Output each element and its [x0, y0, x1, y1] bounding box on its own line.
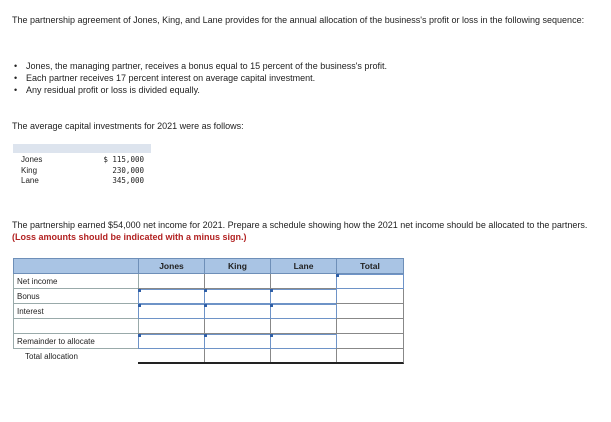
remainder-jones-input[interactable] — [138, 334, 205, 349]
capital-investment-table — [13, 144, 151, 203]
average-capital-intro: The average capital investments for 2021 were as follows: — [12, 121, 244, 131]
column-header-king: King — [204, 258, 271, 274]
column-header-jones: Jones — [138, 258, 205, 274]
net-income-king-cell — [204, 274, 271, 289]
bonus-total-cell — [336, 289, 404, 304]
row-label-subtotal — [13, 319, 139, 334]
row-label-total-allocation: Total allocation — [25, 352, 78, 361]
net-income-total-input[interactable] — [336, 274, 404, 289]
total-allocation-king-cell — [204, 349, 271, 364]
total-allocation-jones-cell — [138, 349, 205, 364]
row-label-interest: Interest — [13, 304, 139, 319]
interest-jones-input[interactable] — [138, 304, 205, 319]
problem-intro: The partnership agreement of Jones, King, and Lane provides for the annual allocation of the business's profit or loss in the following sequence: — [12, 15, 585, 25]
column-header-total: Total — [336, 258, 404, 274]
subtotal-total-cell — [336, 319, 404, 334]
row-label-remainder: Remainder to allocate — [13, 334, 139, 349]
column-header-lane: Lane — [270, 258, 337, 274]
net-income-lane-cell — [270, 274, 337, 289]
remainder-lane-input[interactable] — [270, 334, 337, 349]
capital-amount: 345,000 — [112, 176, 144, 185]
interest-lane-input[interactable] — [270, 304, 337, 319]
row-label-net-income: Net income — [13, 274, 139, 289]
table-row — [13, 174, 151, 185]
list-item: • Any residual profit or loss is divided equally. — [14, 85, 200, 95]
bullet-icon: • — [14, 85, 18, 95]
row-label-bonus: Bonus — [13, 289, 139, 304]
bonus-king-input[interactable] — [204, 289, 271, 304]
partner-name: Lane — [21, 176, 39, 185]
subtotal-lane-cell — [270, 319, 337, 334]
bullet-icon: • — [14, 61, 18, 71]
subtotal-jones-cell — [138, 319, 205, 334]
capital-amount: 230,000 — [112, 165, 144, 175]
net-income-jones-cell — [138, 274, 205, 289]
remainder-king-input[interactable] — [204, 334, 271, 349]
bonus-jones-input[interactable] — [138, 289, 205, 304]
partner-name: Jones — [21, 155, 43, 164]
instructions-text: The partnership earned $54,000 net income for 2021. Prepare a schedule showing how the 2021 net income should be allocated to the partners. (Loss amounts should be indicated with a minus sign.) — [12, 220, 588, 242]
interest-total-cell — [336, 304, 404, 319]
partner-name: King — [21, 165, 38, 175]
table-row — [13, 164, 151, 175]
table-row — [13, 153, 151, 164]
capital-amount: $ 115,000 — [103, 155, 144, 164]
loss-sign-warning: (Loss amounts should be indicated with a minus sign.) — [12, 232, 247, 242]
header-blank — [13, 258, 139, 274]
list-item: • Jones, the managing partner, receives a bonus equal to 15 percent of the business's profit. — [14, 61, 387, 71]
remainder-total-cell — [336, 334, 404, 349]
list-item: • Each partner receives 17 percent interest on average capital investment. — [14, 73, 316, 83]
subtotal-king-cell — [204, 319, 271, 334]
bonus-lane-input[interactable] — [270, 289, 337, 304]
interest-king-input[interactable] — [204, 304, 271, 319]
allocation-rules-list — [12, 60, 387, 96]
bullet-icon: • — [14, 73, 18, 83]
total-allocation-lane-cell — [270, 349, 337, 364]
total-allocation-total-cell — [336, 349, 404, 364]
